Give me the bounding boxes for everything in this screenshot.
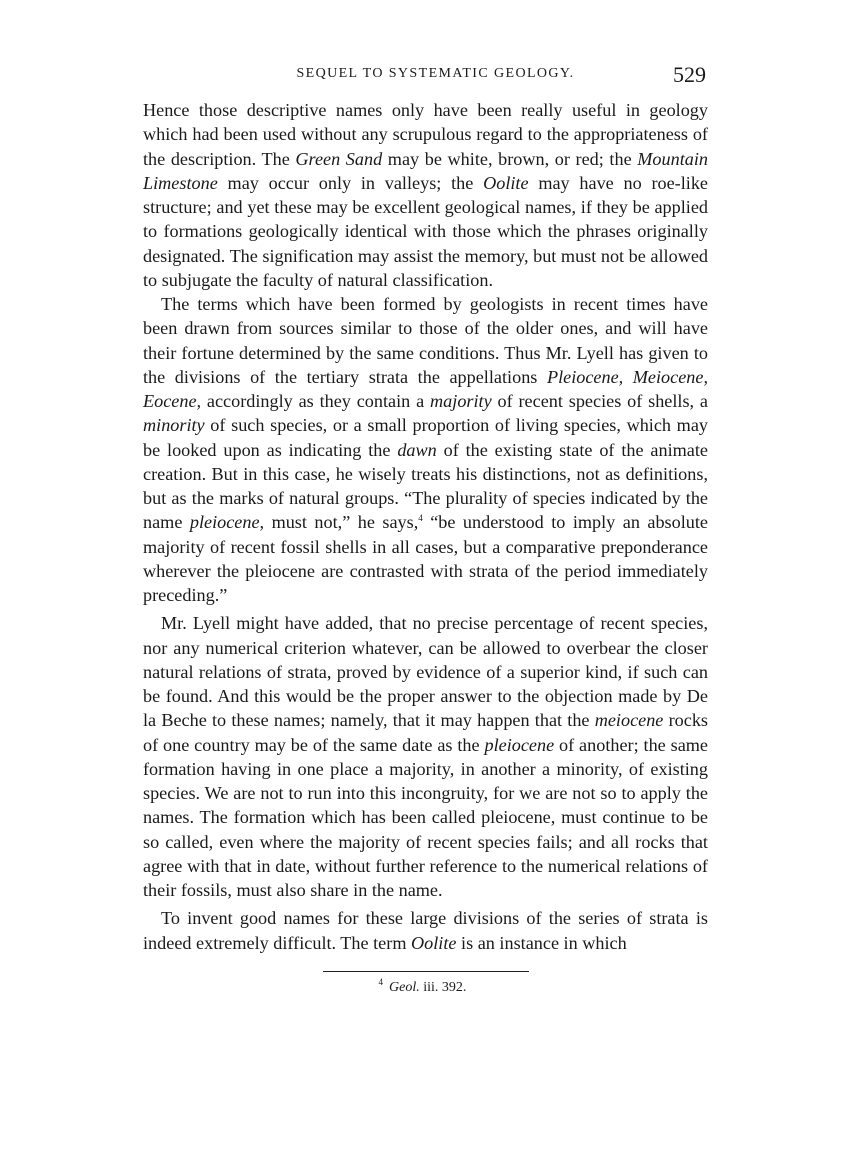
italic-term: dawn xyxy=(397,439,437,460)
text-run: accordingly as they contain a xyxy=(201,391,431,411)
italic-term: pleiocene, xyxy=(189,512,265,533)
text-run: Mr. Lyell might have added, that no precise percentage of recent species, nor any numerical criterion whatever, can be allowed to overbear the closer natural relations of strata, proved by evidence of a superior kind, if such can be found. And this would be the proper answer to the objection made by De la Beche to these names; namely, that it may happen that the xyxy=(143,613,708,731)
text-run: To invent good names for these large divisions of the series of strata is indeed extremely difficult. The term xyxy=(143,908,708,953)
italic-term: Oolite xyxy=(411,932,457,953)
text-run: may be white, brown, or red; the xyxy=(382,148,638,169)
paragraph xyxy=(143,611,708,902)
page-number: 529 xyxy=(673,62,706,87)
text-run: is an instance in which xyxy=(456,932,627,953)
paragraph xyxy=(143,906,708,955)
text-run: must not,” he says, xyxy=(264,512,419,533)
italic-term: Mountain Limestone xyxy=(143,148,708,193)
text-run: of recent species of shells, a xyxy=(491,391,708,411)
text-run: of such species, or a small proportion of living species, which may be looked upon as indicating the xyxy=(143,415,708,460)
text-run: may have no roe-like structure; and yet these may be excellent geological names, if they be applied to formations geologically identical with those which the phrases originally designated. The signification may assist the memory, but must not be allowed to subjugate the faculty of natural classification. xyxy=(143,172,708,290)
italic-term: minority xyxy=(143,415,205,436)
italic-term: Oolite xyxy=(483,172,529,193)
footnote-source: Geol. xyxy=(389,979,420,995)
running-head xyxy=(143,62,708,92)
footnote-marker: 4 xyxy=(378,977,384,988)
paragraph xyxy=(143,292,708,607)
text-run: of another; the same formation having in one place a majority, in another a minority, of existing species. We are not to run into this incongruity, for we are not so to apply the names. The formation which has been called pleiocene, must continue to be so called, even where the majority of recent species fails; and all rocks that agree with that in date, without further reference to the numerical relations of their fossils, must also share in the name. xyxy=(143,734,708,900)
page-body xyxy=(143,62,708,996)
paragraph xyxy=(143,98,708,292)
footnote-ref: iii. 392. xyxy=(423,979,467,995)
text-run: The terms which have been formed by geologists in recent times have been drawn from sources similar to those of the older ones, and will have their fortune determined by the same conditions. Thus Mr. Lyell has given to the divisions of the tertiary strata the appellations xyxy=(143,294,708,387)
italic-term: Green Sand xyxy=(295,148,383,169)
text-run: “be understood to imply an absolute majority of recent fossil shells in all cases, but a comparative preponderance wherever the pleiocene are contrasted with strata of the period immediately preceding.” xyxy=(143,512,708,605)
footnote xyxy=(143,977,708,996)
text-run: Hence those descriptive names only have been really useful in geology which had been used without any scrupulous regard to the appropriateness of the description. The xyxy=(143,100,708,169)
text-body xyxy=(143,98,708,955)
running-title: SEQUEL TO SYSTEMATIC GEOLOGY. xyxy=(296,66,575,81)
text-run: may occur only in valleys; the xyxy=(217,172,484,193)
italic-term: majority xyxy=(430,391,492,411)
italic-term: Pleiocene, Meiocene, Eocene, xyxy=(143,366,709,411)
italic-term: meiocene xyxy=(594,710,664,731)
footnote-divider xyxy=(323,971,529,972)
text-run: rocks of one country may be of the same date as the xyxy=(143,710,708,755)
italic-term: pleiocene xyxy=(484,734,555,755)
text-run: of the existing state of the animate creation. But in this case, he wisely treats his distinctions, not as definitions, but as the marks of natural groups. “The plurality of species indicated by the name xyxy=(143,439,708,533)
footnote-reference: 4 xyxy=(418,513,423,524)
